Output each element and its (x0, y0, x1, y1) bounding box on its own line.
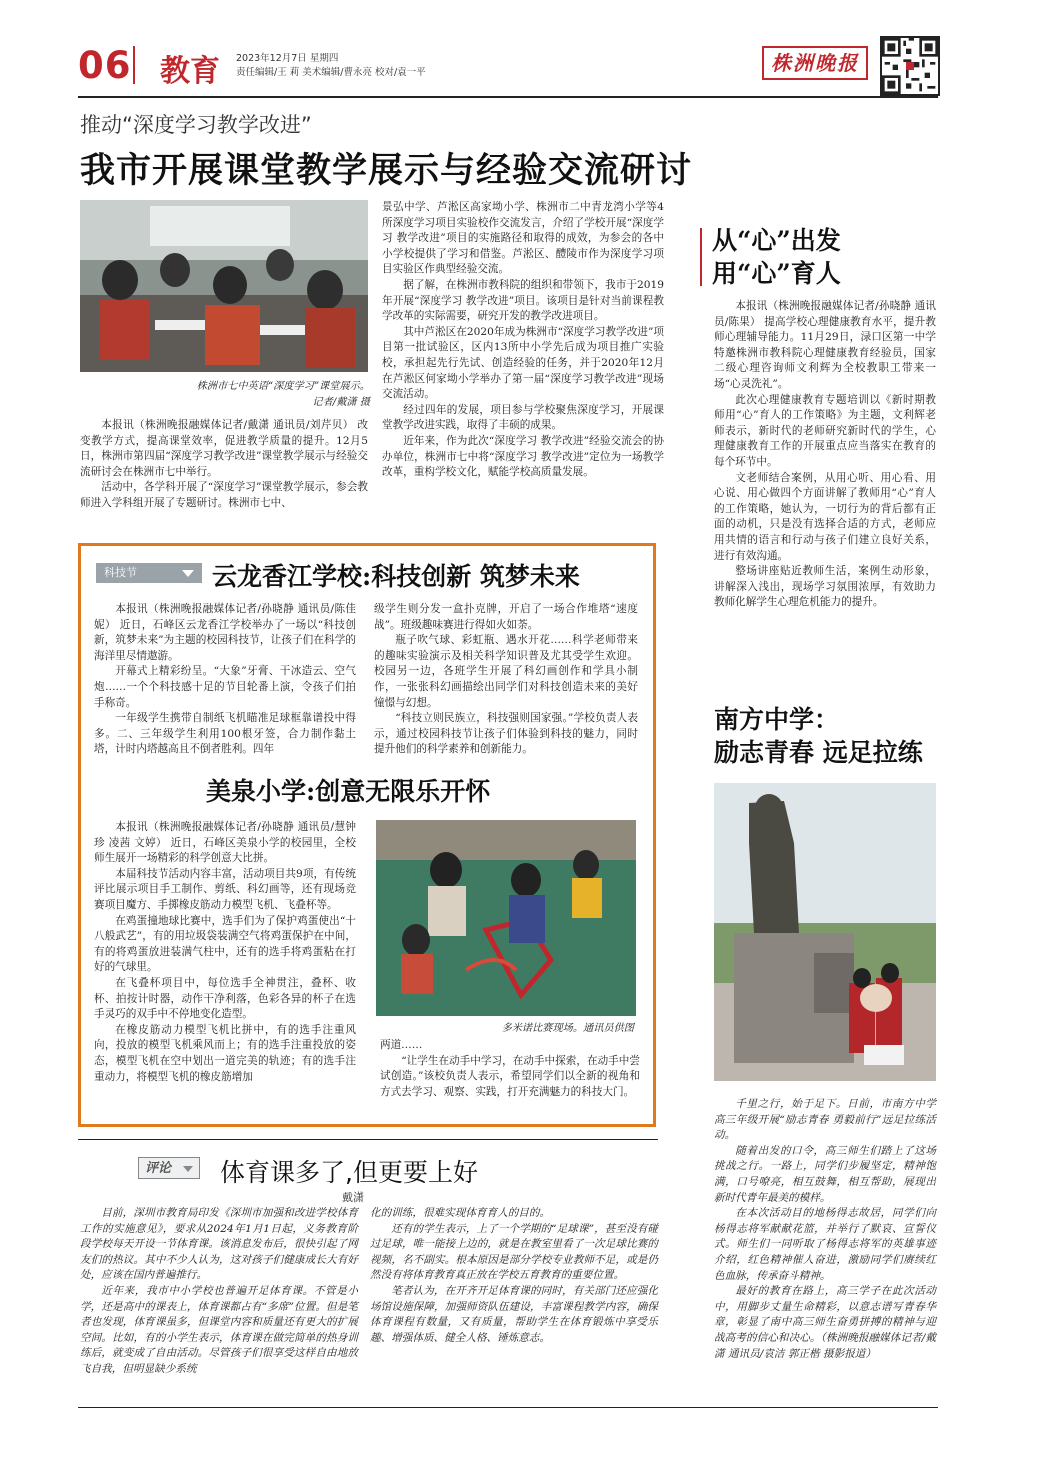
header-rule (78, 96, 938, 98)
issue-date: 2023年12月7日 星期四 (236, 53, 339, 64)
footer-rule (78, 1407, 938, 1408)
paragraph: 开幕式上精彩纷呈。“大象”牙膏、干冰造云、空气炮……一个个科技感十足的节目轮番上演，令孩子们拍手称奇。 (94, 665, 356, 709)
editors-line: 责任编辑/王 莉 美术编辑/曹永亮 校对/袁一平 (236, 67, 426, 78)
nanfang-title: 南方中学： 励志青春 远足拉练 (714, 705, 923, 767)
classroom-photo (80, 200, 368, 372)
paragraph: 化的训练，很难实现体育育人的目的。 (370, 1207, 551, 1219)
paragraph: 随着出发的口令，高三师生们踏上了这场挑战之行。一路上，同学们步履坚定，精神饱满，口号嘹亮，相互鼓舞，相互帮助，展现出新时代青年最美的模样。 (714, 1144, 936, 1204)
statue-photo (714, 783, 936, 1081)
science-col-4 (380, 1038, 640, 1100)
paragraph: 本报讯（株洲晚报融媒体记者/戴潇 通讯员/刘芹贝） 改变教学方式，提高课堂效率，促进教学质量的提升。12月5日，株洲市第四届“深度学习教学改进”课堂教学展示与经验交流研讨会在株洲市七中举行。 (80, 419, 368, 478)
paragraph: 景弘中学、芦淞区高家坳小学、株洲市二中青龙湾小学等4所深度学习项目实验校作交流发言，介绍了学校开展“深度学习 教学改进”项目的实施路径和取得的成效，为参会的各中小学校提供了学习和借鉴。芦淞区、醴陵市作为深度学习项目实验区作典型经验交流。 (382, 201, 664, 276)
paragraph: 其中芦淞区在2020年成为株洲市“深度学习教学改进”项目第一批试验区，区内13所中小学先后成为项目推广实验校，承担起先行先试、创造经验的任务，并于2020年12月在芦淞区何家坳小学举办了第一届“深度学习教学改进”现场交流活动。 (382, 325, 664, 401)
paragraph: 级学生则分发一盒扑克牌，开启了一场合作堆塔“速度战”。班级趣味赛进行得如火如荼。 (374, 603, 638, 631)
paragraph: 瓶子吹气球、彩虹瓶、遇水开花……科学老师带来的趣味实验演示及相关科学知识普及尤其受学生欢迎。校园另一边，各班学生开展了科幻画创作和学具小制作，一张张科幻画描绘出同学们对科技创造未来的美好憧憬与幻想。 (374, 634, 638, 709)
domino-photo (376, 820, 636, 1016)
science-col-3 (94, 820, 356, 1085)
paragraph: 一年级学生携带自制纸飞机瞄准足球框靠谱投中得多。二、三年级学生利用100根牙签，合力制作黏土塔，计时内塔越高且不倒者胜利。四年 (94, 712, 356, 756)
paragraph: 本报讯（株洲晚报融媒体记者/孙晓静 通讯员/陈佳妮） 近日，石峰区云龙香江学校举办了一场以“科技创新，筑梦未来”为主题的校园科技节，让孩子们在科学的海洋里尽情遨游。 (94, 603, 356, 662)
science-title-2: 美泉小学:创意无限乐开怀 (206, 777, 491, 806)
comment-top-rule (78, 1139, 658, 1140)
header-divider (133, 46, 135, 84)
lead-body-right (382, 200, 664, 481)
header-meta (236, 52, 426, 80)
newspaper-logo: 株洲晚报 (762, 46, 868, 80)
section-title: 教育 (160, 54, 220, 89)
lead-headline: 我市开展课堂教学展示与经验交流研讨 (80, 151, 693, 191)
page-number: 06 (78, 44, 132, 87)
paragraph: 本届科技节活动内容丰富，活动项目共9项，有传统评比展示项目手工制作、剪纸、科幻画等，还有现场竞赛项目魔方、手掷橡皮筋动力模型飞机、飞叠杯等。 (94, 867, 356, 911)
paragraph: “让学生在动手中学习，在动手中探索，在动手中尝试创造。”该校负责人表示，希望同学们以全新的视角和方式去学习、观察、实践，打开充满魅力的科技大门。 (380, 1054, 640, 1098)
chevron-down-icon (183, 1166, 193, 1172)
paragraph: 千里之行，始于足下。日前，市南方中学高三年级开展“励志青春 勇毅前行”远足拉练活动。 (714, 1098, 936, 1142)
paragraph: 此次心理健康教育专题培训以《新时期教师用“心”育人的工作策略》为主题，文利辉老师表示，新时代的老师研究新时代的学生，心理健康教育工作的开展重点应当落实在教育的每个环节中。 (714, 393, 936, 468)
paragraph: “科技立则民族立，科技强则国家强。”学校负责人表示，通过校园科技节让孩子们体验到科技的魅力，同时提升他们的科学素养和创新能力。 (374, 712, 638, 756)
comment-author: 戴潇 (342, 1191, 364, 1204)
chevron-down-icon (182, 570, 194, 577)
science-tag: 科技节 (96, 563, 202, 583)
comment-tag: 评论 (138, 1157, 200, 1179)
domino-photo-caption: 多米诺比赛现场。通讯员供图 (501, 1023, 634, 1034)
heart-body (714, 299, 936, 611)
heart-title: 从“心”出发 用“心”育人 (712, 226, 841, 288)
science-col-2 (374, 602, 638, 758)
paragraph: 活动中，各学科开展了“深度学习”课堂教学展示，参会教师进入学科组开展了专题研讨。株洲市七中、 (80, 481, 368, 509)
paragraph: 本报讯（株洲晚报融媒体记者/孙晓静 通讯员/陈果） 提高学校心理健康教育水平，提升教师心理辅导能力。11月29日，渌口区第一中学特邀株洲市教科院心理健康教育经验员，国家二级心理咨询师文利辉为全校教职工带来一场“心灵洗礼”。 (714, 300, 936, 390)
paragraph: 在飞叠杯项目中，每位选手全神贯注，叠杯、收杯、拍按计时器，动作干净利落，色彩各异的杯子在选手灵巧的双手中不停地变化造型。 (94, 976, 356, 1021)
paragraph: 在橡皮筋动力模型飞机比拼中，有的选手注重风向，投放的模型飞机乘风而上；有的选手注重投放的姿态，模型飞机在空中划出一道完美的轨迹；有的选手注重动力，将模型飞机的橡皮筋增加 (94, 1023, 356, 1083)
lead-kicker: 推动“深度学习教学改进” (80, 113, 312, 137)
paragraph: 笔者认为，在开齐开足体育课的同时，有关部门还应强化场馆设施保障，加强师资队伍建设，丰富课程教学内容，确保体育课程有数量，又有质量，帮助学生在体育锻炼中享受乐趣、增强体质、健全人格、锤炼意志。 (370, 1284, 658, 1344)
science-title-1: 云龙香江学校:科技创新 筑梦未来 (212, 562, 580, 591)
paragraph: 近年来，作为此次“深度学习 教学改进”经验交流会的协办单位，株洲市七中将“深度学习 教学改进”定位为一场教学改革，重构学校文化，赋能学校高质量发展。 (382, 434, 664, 479)
paragraph: 目前，深圳市教育局印发《深圳市加强和改进学校体育工作的实施意见》，要求从2024年1月1日起，义务教育阶段学校每天开设一节体育课。该消息发布后，很快引起了网友们的热议。其中不少人认为，这对孩子们健康成长大有好处，应该在国内普遍推行。 (80, 1207, 358, 1282)
nanfang-body (714, 1097, 936, 1362)
paragraph: 文老师结合案例，从用心听、用心看、用心说、用心做四个方面讲解了教师用“心”育人的工作策略，她认为，一切行为的背后都有正面的动机，只是没有选择合适的方式，老师应用共情的语言和行动与孩子们建立良好关系，进行有效沟通。 (714, 471, 936, 562)
comment-col-1 (80, 1206, 358, 1378)
comment-title: 体育课多了,但更要上好 (220, 1158, 478, 1187)
paragraph: 经过四年的发展，项目参与学校聚焦深度学习，开展课堂教学改进实践，取得了丰硕的成果。 (382, 403, 664, 432)
paragraph: 还有的学生表示，上了一个学期的“足球课”，甚至没有碰过足球，唯一能接上边的，就是在教室里看了一次足球比赛的视频，名不副实。根本原因是部分学校专业教师不足，或是仍然没有将体育教育真正放在学校五育教育的重要位置。 (370, 1222, 658, 1282)
classroom-photo-caption: 株洲市七中英语“深度学习”课堂展示。 记者/戴潇 摄 (196, 381, 370, 408)
paragraph: 在本次活动目的地杨得志故居，同学们向杨得志将军献献花篮，并举行了默哀、宣誓仪式。师生们一同听取了杨得志将军的英雄事迹介绍，红色精神催人奋进，激励同学们赓续红色血脉，传承奋斗精神。 (714, 1207, 936, 1282)
paragraph: 整场讲座贴近教师生活，案例生动形象，讲解深入浅出，现场学习氛围浓厚，有效助力教师化解学生心理危机能力的提升。 (714, 565, 936, 609)
science-col-1 (94, 602, 356, 758)
lead-body-left (80, 418, 368, 512)
comment-col-2 (370, 1206, 658, 1346)
paragraph: 据了解，在株洲市教科院的组织和带领下，我市于2019年开展“深度学习 教学改进”项目。该项目是针对当前课程教学改革的实际需要，研究开发的教学改进项目。 (382, 278, 664, 323)
qr-code-icon (880, 36, 940, 96)
paragraph: 最好的教育在路上，高三学子在此次活动中，用脚步丈量生命精彩，以意志谱写青春华章，彰显了南中高三师生奋勇拼搏的精神与迎战高考的信心和决心。（株洲晚报融媒体记者/戴潇 通讯员/袁洁 郭正楷 摄影报道） (714, 1285, 936, 1360)
paragraph: 在鸡蛋撞地球比赛中，选手们为了保护鸡蛋使出“十八般武艺”，有的用垃圾袋装满空气将鸡蛋保护在中间，有的将鸡蛋放进装满气柱中，还有的选手将鸡蛋粘在打好的气球里。 (94, 914, 356, 974)
column-divider (700, 228, 702, 286)
paragraph: 两道…… (380, 1039, 423, 1051)
paragraph: 近年来，我市中小学校也普遍开足体育课。不管是小学，还是高中的课表上，体育课都占有“多席”位置。但是笔者也发现，体育课虽多，但课堂内容和质量还有更大的扩展空间。比如，有的小学生表示，体育课在做完简单的热身训练后，就变成了自由活动。尽管孩子们很享受这样自由地放飞自我，但明显缺少系统 (80, 1284, 358, 1375)
paragraph: 本报讯（株洲晚报融媒体记者/孙晓静 通讯员/慧钟珍 凌茜 文婷） 近日，石峰区美泉小学的校园里，全校师生展开一场精彩的科学创意大比拼。 (94, 821, 356, 865)
